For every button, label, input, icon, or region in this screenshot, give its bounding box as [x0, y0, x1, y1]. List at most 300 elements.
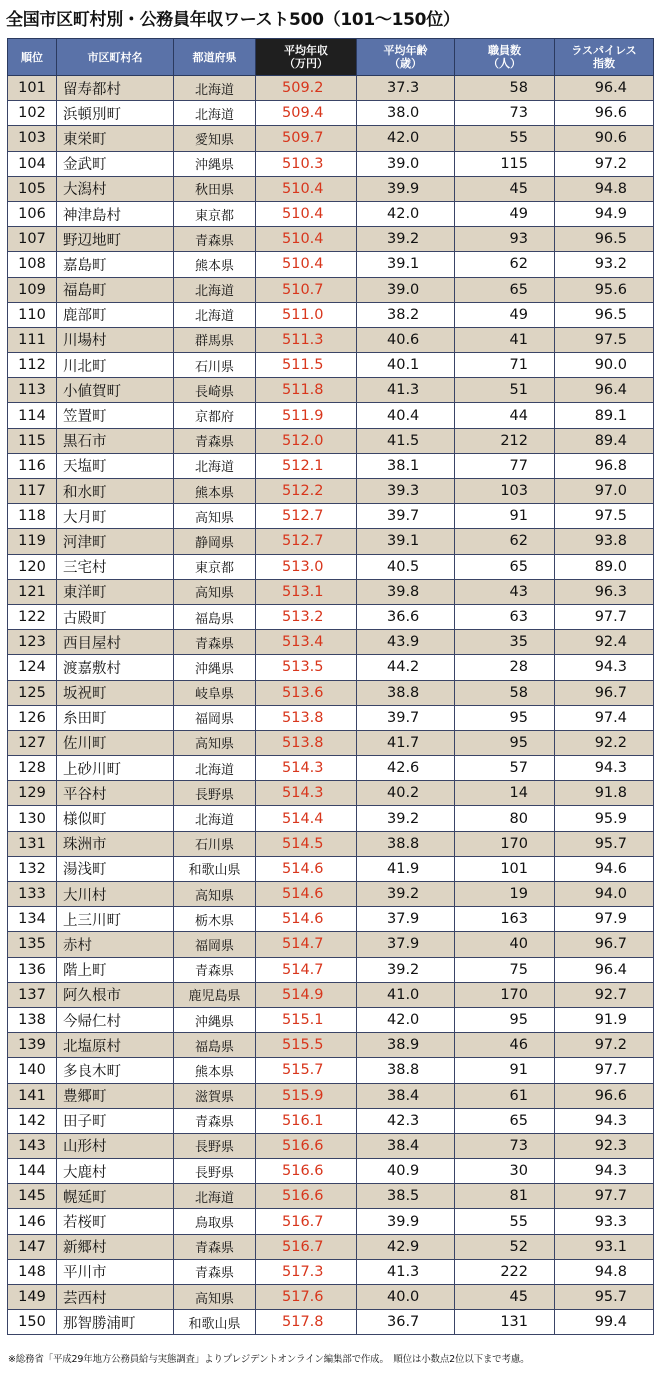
- cell-salary: 511.8: [256, 378, 357, 403]
- header-laspeyres-index: ラスパイレス 指数: [555, 39, 654, 76]
- cell-employees: 95: [455, 730, 555, 755]
- cell-municipality: 坂祝町: [57, 680, 174, 705]
- cell-employees: 163: [455, 907, 555, 932]
- cell-index: 93.3: [555, 1209, 654, 1234]
- cell-prefecture: 石川県: [174, 831, 256, 856]
- cell-municipality: 湯浅町: [57, 856, 174, 881]
- cell-rank: 120: [8, 554, 57, 579]
- footnote: ※総務省「平成29年地方公務員給与実態調査」よりプレジデントオンライン編集部で作成。 順位は小数点2位以下まで考慮。: [8, 1354, 530, 1365]
- table-row: [8, 1285, 654, 1310]
- cell-municipality: 神津島村: [57, 201, 174, 226]
- cell-employees: 95: [455, 1007, 555, 1032]
- table-row: [8, 882, 654, 907]
- cell-age: 42.0: [357, 1007, 455, 1032]
- cell-prefecture: 高知県: [174, 579, 256, 604]
- cell-municipality: 留寿都村: [57, 76, 174, 101]
- cell-rank: 121: [8, 579, 57, 604]
- cell-municipality: 豊郷町: [57, 1083, 174, 1108]
- cell-salary: 514.7: [256, 932, 357, 957]
- cell-employees: 65: [455, 277, 555, 302]
- cell-salary: 513.4: [256, 630, 357, 655]
- cell-municipality: 大鹿村: [57, 1159, 174, 1184]
- cell-index: 96.7: [555, 932, 654, 957]
- header-rank: 順位: [8, 39, 57, 76]
- cell-salary: 516.7: [256, 1234, 357, 1259]
- cell-rank: 109: [8, 277, 57, 302]
- cell-age: 42.0: [357, 201, 455, 226]
- cell-salary: 515.1: [256, 1007, 357, 1032]
- cell-index: 93.2: [555, 252, 654, 277]
- cell-age: 38.0: [357, 101, 455, 126]
- cell-salary: 513.5: [256, 655, 357, 680]
- cell-prefecture: 静岡県: [174, 529, 256, 554]
- cell-rank: 132: [8, 856, 57, 881]
- cell-age: 39.1: [357, 529, 455, 554]
- cell-index: 90.6: [555, 126, 654, 151]
- cell-prefecture: 熊本県: [174, 252, 256, 277]
- cell-prefecture: 鳥取県: [174, 1209, 256, 1234]
- cell-rank: 123: [8, 630, 57, 655]
- table-header-row: [8, 39, 654, 76]
- cell-rank: 119: [8, 529, 57, 554]
- cell-rank: 126: [8, 705, 57, 730]
- cell-age: 40.0: [357, 1285, 455, 1310]
- cell-salary: 517.3: [256, 1259, 357, 1284]
- cell-municipality: 古殿町: [57, 604, 174, 629]
- cell-rank: 101: [8, 76, 57, 101]
- cell-salary: 514.7: [256, 957, 357, 982]
- cell-employees: 40: [455, 932, 555, 957]
- cell-salary: 516.6: [256, 1133, 357, 1158]
- cell-index: 94.0: [555, 882, 654, 907]
- cell-prefecture: 東京都: [174, 554, 256, 579]
- cell-rank: 110: [8, 302, 57, 327]
- cell-salary: 513.0: [256, 554, 357, 579]
- cell-prefecture: 福岡県: [174, 705, 256, 730]
- cell-index: 96.6: [555, 101, 654, 126]
- cell-salary: 514.5: [256, 831, 357, 856]
- cell-municipality: 幌延町: [57, 1184, 174, 1209]
- cell-salary: 512.1: [256, 453, 357, 478]
- cell-municipality: 赤村: [57, 932, 174, 957]
- cell-employees: 55: [455, 1209, 555, 1234]
- cell-rank: 146: [8, 1209, 57, 1234]
- table-row: [8, 554, 654, 579]
- cell-municipality: 西目屋村: [57, 630, 174, 655]
- table-row: [8, 126, 654, 151]
- table-row: [8, 1209, 654, 1234]
- cell-municipality: 嘉島町: [57, 252, 174, 277]
- table-body: [8, 76, 654, 1335]
- cell-prefecture: 沖縄県: [174, 655, 256, 680]
- table-row: [8, 982, 654, 1007]
- cell-municipality: 北塩原村: [57, 1033, 174, 1058]
- cell-prefecture: 北海道: [174, 756, 256, 781]
- cell-index: 96.4: [555, 378, 654, 403]
- cell-employees: 52: [455, 1234, 555, 1259]
- cell-rank: 143: [8, 1133, 57, 1158]
- cell-prefecture: 和歌山県: [174, 856, 256, 881]
- table-row: [8, 327, 654, 352]
- cell-municipality: 野辺地町: [57, 227, 174, 252]
- table-row: [8, 680, 654, 705]
- cell-municipality: 大潟村: [57, 176, 174, 201]
- cell-salary: 516.6: [256, 1159, 357, 1184]
- cell-prefecture: 青森県: [174, 428, 256, 453]
- cell-municipality: 今帰仁村: [57, 1007, 174, 1032]
- cell-salary: 509.4: [256, 101, 357, 126]
- cell-municipality: 川場村: [57, 327, 174, 352]
- cell-salary: 510.7: [256, 277, 357, 302]
- cell-employees: 80: [455, 806, 555, 831]
- table-row: [8, 227, 654, 252]
- header-employees: 職員数 （人）: [455, 39, 555, 76]
- cell-employees: 93: [455, 227, 555, 252]
- cell-municipality: 小値賀町: [57, 378, 174, 403]
- cell-salary: 513.8: [256, 730, 357, 755]
- cell-prefecture: 北海道: [174, 453, 256, 478]
- cell-age: 44.2: [357, 655, 455, 680]
- cell-index: 93.1: [555, 1234, 654, 1259]
- cell-prefecture: 長野県: [174, 781, 256, 806]
- cell-age: 39.0: [357, 277, 455, 302]
- cell-index: 91.8: [555, 781, 654, 806]
- table-row: [8, 1259, 654, 1284]
- cell-index: 90.0: [555, 353, 654, 378]
- cell-age: 37.9: [357, 932, 455, 957]
- cell-rank: 144: [8, 1159, 57, 1184]
- cell-index: 94.6: [555, 856, 654, 881]
- cell-salary: 510.4: [256, 176, 357, 201]
- cell-employees: 115: [455, 151, 555, 176]
- cell-employees: 65: [455, 1108, 555, 1133]
- table-row: [8, 1310, 654, 1335]
- cell-age: 38.4: [357, 1133, 455, 1158]
- table-row: [8, 1033, 654, 1058]
- cell-salary: 514.9: [256, 982, 357, 1007]
- header-salary: 平均年収 （万円）: [256, 39, 357, 76]
- cell-salary: 511.5: [256, 353, 357, 378]
- cell-municipality: 多良木町: [57, 1058, 174, 1083]
- cell-age: 41.9: [357, 856, 455, 881]
- cell-age: 39.2: [357, 227, 455, 252]
- cell-salary: 512.2: [256, 479, 357, 504]
- cell-prefecture: 北海道: [174, 277, 256, 302]
- table-row: [8, 781, 654, 806]
- cell-age: 38.9: [357, 1033, 455, 1058]
- cell-employees: 73: [455, 1133, 555, 1158]
- table-row: [8, 76, 654, 101]
- cell-age: 39.2: [357, 957, 455, 982]
- cell-municipality: 東洋町: [57, 579, 174, 604]
- cell-municipality: 川北町: [57, 353, 174, 378]
- cell-index: 95.7: [555, 831, 654, 856]
- cell-rank: 114: [8, 403, 57, 428]
- cell-prefecture: 長野県: [174, 1133, 256, 1158]
- cell-age: 38.8: [357, 1058, 455, 1083]
- cell-prefecture: 北海道: [174, 76, 256, 101]
- table-row: [8, 403, 654, 428]
- cell-salary: 511.0: [256, 302, 357, 327]
- cell-salary: 509.2: [256, 76, 357, 101]
- table-row: [8, 302, 654, 327]
- cell-age: 39.7: [357, 705, 455, 730]
- cell-rank: 148: [8, 1259, 57, 1284]
- cell-age: 39.7: [357, 504, 455, 529]
- cell-salary: 515.7: [256, 1058, 357, 1083]
- cell-municipality: 田子町: [57, 1108, 174, 1133]
- cell-rank: 113: [8, 378, 57, 403]
- cell-rank: 106: [8, 201, 57, 226]
- cell-employees: 49: [455, 302, 555, 327]
- cell-municipality: 和水町: [57, 479, 174, 504]
- table-row: [8, 579, 654, 604]
- table-row: [8, 1184, 654, 1209]
- cell-rank: 135: [8, 932, 57, 957]
- cell-municipality: 様似町: [57, 806, 174, 831]
- table-row: [8, 428, 654, 453]
- cell-prefecture: 秋田県: [174, 176, 256, 201]
- cell-salary: 510.4: [256, 201, 357, 226]
- cell-employees: 62: [455, 529, 555, 554]
- cell-employees: 62: [455, 252, 555, 277]
- table-row: [8, 378, 654, 403]
- header-name: 市区町村名: [57, 39, 174, 76]
- cell-employees: 101: [455, 856, 555, 881]
- cell-employees: 57: [455, 756, 555, 781]
- cell-employees: 44: [455, 403, 555, 428]
- cell-rank: 136: [8, 957, 57, 982]
- cell-rank: 139: [8, 1033, 57, 1058]
- cell-rank: 122: [8, 604, 57, 629]
- cell-salary: 514.3: [256, 781, 357, 806]
- table-row: [8, 101, 654, 126]
- cell-prefecture: 熊本県: [174, 479, 256, 504]
- table-row: [8, 1108, 654, 1133]
- cell-salary: 515.9: [256, 1083, 357, 1108]
- cell-age: 36.7: [357, 1310, 455, 1335]
- cell-index: 97.5: [555, 504, 654, 529]
- cell-index: 97.7: [555, 1058, 654, 1083]
- cell-municipality: 笠置町: [57, 403, 174, 428]
- cell-employees: 77: [455, 453, 555, 478]
- table-row: [8, 1133, 654, 1158]
- cell-age: 42.3: [357, 1108, 455, 1133]
- cell-age: 39.2: [357, 806, 455, 831]
- cell-employees: 75: [455, 957, 555, 982]
- cell-age: 39.3: [357, 479, 455, 504]
- cell-index: 93.8: [555, 529, 654, 554]
- cell-prefecture: 栃木県: [174, 907, 256, 932]
- cell-prefecture: 青森県: [174, 1259, 256, 1284]
- cell-rank: 116: [8, 453, 57, 478]
- ranking-table: [7, 38, 654, 1335]
- cell-index: 96.4: [555, 76, 654, 101]
- cell-municipality: 平川市: [57, 1259, 174, 1284]
- cell-index: 96.4: [555, 957, 654, 982]
- cell-employees: 63: [455, 604, 555, 629]
- cell-age: 39.8: [357, 579, 455, 604]
- cell-prefecture: 和歌山県: [174, 1310, 256, 1335]
- cell-employees: 212: [455, 428, 555, 453]
- cell-age: 43.9: [357, 630, 455, 655]
- table-row: [8, 730, 654, 755]
- cell-prefecture: 岐阜県: [174, 680, 256, 705]
- cell-rank: 131: [8, 831, 57, 856]
- cell-municipality: 鹿部町: [57, 302, 174, 327]
- cell-rank: 134: [8, 907, 57, 932]
- cell-municipality: 階上町: [57, 957, 174, 982]
- table-row: [8, 655, 654, 680]
- cell-index: 95.9: [555, 806, 654, 831]
- cell-prefecture: 愛知県: [174, 126, 256, 151]
- cell-index: 96.6: [555, 1083, 654, 1108]
- cell-index: 95.7: [555, 1285, 654, 1310]
- cell-employees: 41: [455, 327, 555, 352]
- cell-prefecture: 高知県: [174, 730, 256, 755]
- cell-municipality: 浜頓別町: [57, 101, 174, 126]
- cell-prefecture: 長野県: [174, 1159, 256, 1184]
- table-row: [8, 1058, 654, 1083]
- cell-employees: 65: [455, 554, 555, 579]
- table-row: [8, 630, 654, 655]
- cell-employees: 51: [455, 378, 555, 403]
- cell-rank: 128: [8, 756, 57, 781]
- cell-salary: 513.6: [256, 680, 357, 705]
- cell-rank: 115: [8, 428, 57, 453]
- table-row: [8, 504, 654, 529]
- cell-age: 38.8: [357, 831, 455, 856]
- cell-rank: 150: [8, 1310, 57, 1335]
- cell-age: 40.1: [357, 353, 455, 378]
- cell-salary: 516.1: [256, 1108, 357, 1133]
- cell-prefecture: 青森県: [174, 1234, 256, 1259]
- cell-index: 96.5: [555, 227, 654, 252]
- cell-rank: 107: [8, 227, 57, 252]
- cell-employees: 35: [455, 630, 555, 655]
- table-row: [8, 277, 654, 302]
- cell-prefecture: 北海道: [174, 1184, 256, 1209]
- table-row: [8, 756, 654, 781]
- header-age: 平均年齢 （歳）: [357, 39, 455, 76]
- table-row: [8, 201, 654, 226]
- page-title: 全国市区町村別・公務員年収ワースト500（101〜150位）: [6, 10, 460, 30]
- cell-index: 92.3: [555, 1133, 654, 1158]
- cell-municipality: 天塩町: [57, 453, 174, 478]
- table-row: [8, 453, 654, 478]
- table-row: [8, 1083, 654, 1108]
- cell-employees: 71: [455, 353, 555, 378]
- cell-employees: 46: [455, 1033, 555, 1058]
- cell-age: 37.3: [357, 76, 455, 101]
- cell-rank: 147: [8, 1234, 57, 1259]
- cell-prefecture: 鹿児島県: [174, 982, 256, 1007]
- cell-age: 41.5: [357, 428, 455, 453]
- cell-prefecture: 滋賀県: [174, 1083, 256, 1108]
- cell-prefecture: 青森県: [174, 1108, 256, 1133]
- cell-index: 97.7: [555, 1184, 654, 1209]
- cell-municipality: 若桜町: [57, 1209, 174, 1234]
- table-row: [8, 1159, 654, 1184]
- cell-rank: 138: [8, 1007, 57, 1032]
- cell-employees: 58: [455, 680, 555, 705]
- cell-age: 41.3: [357, 378, 455, 403]
- cell-salary: 510.4: [256, 227, 357, 252]
- cell-age: 42.0: [357, 126, 455, 151]
- cell-index: 94.9: [555, 201, 654, 226]
- cell-age: 40.4: [357, 403, 455, 428]
- cell-prefecture: 石川県: [174, 353, 256, 378]
- cell-municipality: 那智勝浦町: [57, 1310, 174, 1335]
- cell-prefecture: 青森県: [174, 957, 256, 982]
- cell-age: 38.2: [357, 302, 455, 327]
- cell-employees: 170: [455, 982, 555, 1007]
- cell-employees: 45: [455, 176, 555, 201]
- cell-rank: 129: [8, 781, 57, 806]
- cell-employees: 81: [455, 1184, 555, 1209]
- cell-age: 38.1: [357, 453, 455, 478]
- cell-employees: 95: [455, 705, 555, 730]
- cell-age: 38.8: [357, 680, 455, 705]
- cell-index: 96.8: [555, 453, 654, 478]
- cell-salary: 513.2: [256, 604, 357, 629]
- cell-rank: 130: [8, 806, 57, 831]
- cell-employees: 49: [455, 201, 555, 226]
- cell-municipality: 河津町: [57, 529, 174, 554]
- cell-employees: 170: [455, 831, 555, 856]
- cell-salary: 512.0: [256, 428, 357, 453]
- cell-age: 39.9: [357, 176, 455, 201]
- cell-employees: 55: [455, 126, 555, 151]
- cell-rank: 124: [8, 655, 57, 680]
- cell-prefecture: 高知県: [174, 882, 256, 907]
- cell-rank: 102: [8, 101, 57, 126]
- cell-index: 95.6: [555, 277, 654, 302]
- cell-municipality: 糸田町: [57, 705, 174, 730]
- cell-rank: 112: [8, 353, 57, 378]
- cell-rank: 142: [8, 1108, 57, 1133]
- cell-age: 39.1: [357, 252, 455, 277]
- cell-age: 40.6: [357, 327, 455, 352]
- cell-employees: 28: [455, 655, 555, 680]
- cell-index: 97.0: [555, 479, 654, 504]
- ranking-table-container: [7, 38, 653, 1335]
- cell-age: 40.2: [357, 781, 455, 806]
- cell-employees: 222: [455, 1259, 555, 1284]
- table-row: [8, 705, 654, 730]
- table-row: [8, 831, 654, 856]
- cell-salary: 511.3: [256, 327, 357, 352]
- table-row: [8, 907, 654, 932]
- cell-index: 94.3: [555, 756, 654, 781]
- cell-prefecture: 北海道: [174, 101, 256, 126]
- cell-prefecture: 熊本県: [174, 1058, 256, 1083]
- cell-rank: 141: [8, 1083, 57, 1108]
- cell-age: 42.9: [357, 1234, 455, 1259]
- cell-municipality: 芸西村: [57, 1285, 174, 1310]
- cell-index: 96.7: [555, 680, 654, 705]
- cell-rank: 104: [8, 151, 57, 176]
- cell-index: 97.5: [555, 327, 654, 352]
- cell-age: 39.2: [357, 882, 455, 907]
- cell-index: 97.7: [555, 604, 654, 629]
- cell-prefecture: 長崎県: [174, 378, 256, 403]
- cell-municipality: 黒石市: [57, 428, 174, 453]
- table-row: [8, 353, 654, 378]
- cell-rank: 125: [8, 680, 57, 705]
- cell-age: 42.6: [357, 756, 455, 781]
- cell-age: 36.6: [357, 604, 455, 629]
